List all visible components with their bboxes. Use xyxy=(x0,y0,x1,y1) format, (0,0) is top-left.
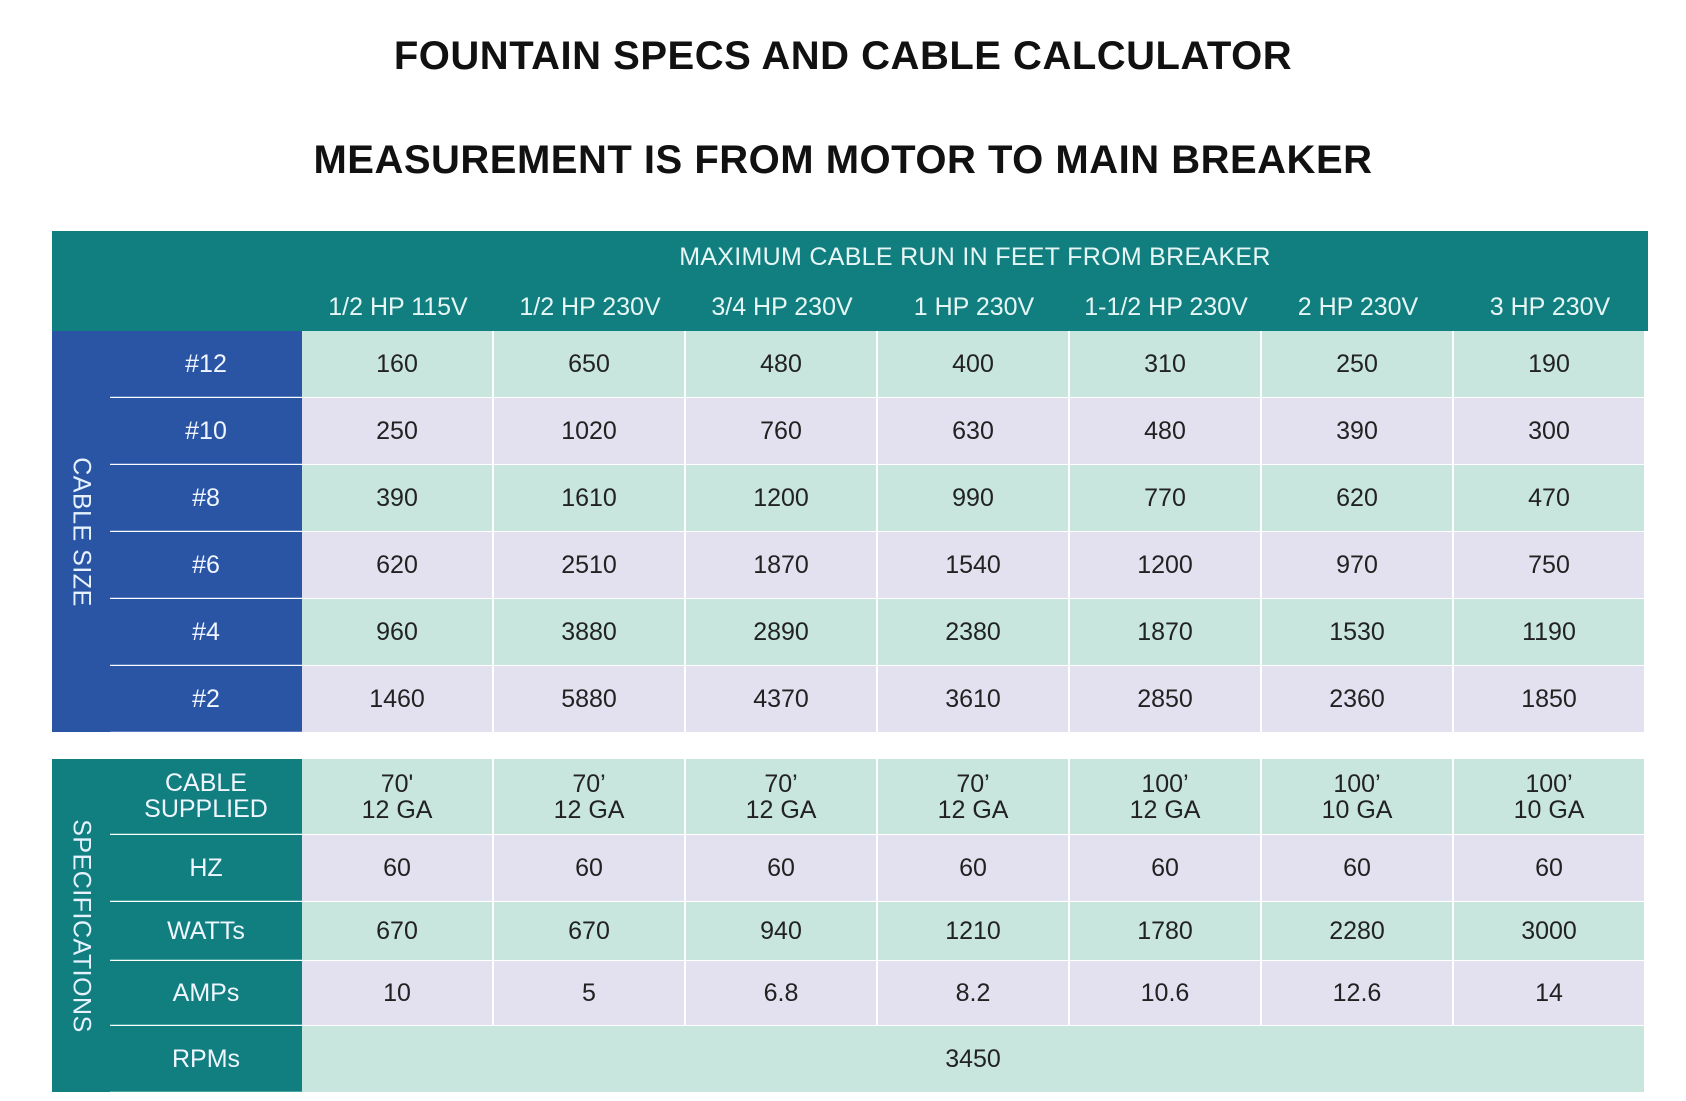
specifications-label: SPECIFICATIONS xyxy=(67,818,96,1033)
table-cell: 620 xyxy=(1262,465,1452,531)
spec-cell-line: 14 xyxy=(1535,979,1563,1007)
cable-run-table xyxy=(52,231,1648,732)
spec-cell xyxy=(1070,759,1260,834)
table-cell: 990 xyxy=(878,465,1068,531)
spec-cell xyxy=(494,902,684,960)
spec-cell xyxy=(494,961,684,1025)
table-cell: 750 xyxy=(1454,532,1644,598)
spec-cell-line: 100’ xyxy=(1141,769,1189,798)
table-cell: 480 xyxy=(1070,398,1260,464)
spec-cell-line: 670 xyxy=(376,917,418,945)
spec-cell xyxy=(302,759,492,834)
spec-cell xyxy=(686,835,876,901)
table-cell: 1540 xyxy=(878,532,1068,598)
spec-row-label-line: AMPs xyxy=(172,978,240,1007)
column-header: 2 HP 230V xyxy=(1297,293,1419,321)
spec-cell-line: 10.6 xyxy=(1140,979,1190,1007)
specifications-band xyxy=(52,759,110,1092)
table-cell: 1200 xyxy=(1070,532,1260,598)
page-title: FOUNTAIN SPECS AND CABLE CALCULATOR xyxy=(393,34,1293,78)
table-cell: 2890 xyxy=(686,599,876,665)
spec-row-label-line: RPMs xyxy=(171,1044,241,1073)
spec-row-label-line: SUPPLIED xyxy=(144,795,268,823)
spec-cell xyxy=(1454,961,1644,1025)
table-cell: 4370 xyxy=(686,666,876,732)
spec-cell xyxy=(1262,961,1452,1025)
spec-cell-line: 60 xyxy=(1151,854,1179,882)
spec-cell xyxy=(302,835,492,901)
spec-cell xyxy=(494,759,684,834)
spec-cell-line: 3000 xyxy=(1521,917,1577,945)
spec-cell-line: 60 xyxy=(1535,854,1563,882)
table-cell: 1460 xyxy=(302,666,492,732)
spec-cell-line: 70’ xyxy=(764,769,798,798)
spec-cell xyxy=(1070,902,1260,960)
spec-cell-line: 10 GA xyxy=(1513,795,1585,824)
table-cell: 390 xyxy=(302,465,492,531)
table-cell: 620 xyxy=(302,532,492,598)
table-cell: 3880 xyxy=(494,599,684,665)
spec-cell xyxy=(878,961,1068,1025)
table-cell: 650 xyxy=(494,331,684,397)
spec-cell-line: 70’ xyxy=(956,769,990,798)
spec-row-label-line: HZ xyxy=(189,853,223,882)
column-header: 3/4 HP 230V xyxy=(711,293,853,321)
table-cell: 480 xyxy=(686,331,876,397)
spec-cell xyxy=(878,902,1068,960)
table-cell: 190 xyxy=(1454,331,1644,397)
spec-cell-line: 60 xyxy=(959,854,987,882)
spec-cell-line: 10 xyxy=(383,979,411,1007)
spec-cell xyxy=(302,961,492,1025)
spec-cell-line: 12 GA xyxy=(745,795,817,824)
spec-row-label xyxy=(110,835,302,901)
spec-cell-line: 60 xyxy=(383,854,411,882)
spec-cell xyxy=(1070,961,1260,1025)
spec-cell xyxy=(1454,835,1644,901)
table-cell: 2510 xyxy=(494,532,684,598)
spec-cell xyxy=(1454,902,1644,960)
spec-cell xyxy=(686,902,876,960)
spec-cell xyxy=(686,759,876,834)
table-cell: 970 xyxy=(1262,532,1452,598)
table-cell: 770 xyxy=(1070,465,1260,531)
spec-cell-line: 12.6 xyxy=(1332,979,1382,1007)
cable-size-label: CABLE SIZE xyxy=(67,456,96,607)
table-cell: 760 xyxy=(686,398,876,464)
spec-cell-line: 100’ xyxy=(1333,769,1381,798)
spec-cell-line: 670 xyxy=(568,917,610,945)
spec-cell xyxy=(878,759,1068,834)
spec-cell-line: 6.8 xyxy=(763,979,799,1007)
spec-cell-line: 12 GA xyxy=(937,795,1009,824)
spec-cell-line: 12 GA xyxy=(553,795,625,824)
table-cell: 250 xyxy=(1262,331,1452,397)
spec-row-label xyxy=(110,902,302,960)
table-cell: 3610 xyxy=(878,666,1068,732)
spec-cell-line: 1210 xyxy=(945,917,1001,945)
column-header: 1 HP 230V xyxy=(913,293,1035,321)
column-header: 1/2 HP 115V xyxy=(328,293,468,321)
table-cell: 470 xyxy=(1454,465,1644,531)
table-cell: 1530 xyxy=(1262,599,1452,665)
cable-size-row-label: #8 xyxy=(110,465,302,531)
table-cell: 1610 xyxy=(494,465,684,531)
page-subtitle: MEASUREMENT IS FROM MOTOR TO MAIN BREAKER xyxy=(313,138,1373,182)
spec-cell xyxy=(1454,759,1644,834)
spec-cell-line: 10 GA xyxy=(1321,795,1393,824)
spec-cell xyxy=(1262,835,1452,901)
table-cell: 310 xyxy=(1070,331,1260,397)
spec-cell xyxy=(494,835,684,901)
spec-cell xyxy=(1262,902,1452,960)
table-cell: 1020 xyxy=(494,398,684,464)
table-cell: 960 xyxy=(302,599,492,665)
table-cell: 1870 xyxy=(686,532,876,598)
spec-cell-line: 8.2 xyxy=(955,979,991,1007)
table-cell: 2360 xyxy=(1262,666,1452,732)
spec-row-label xyxy=(110,759,302,834)
cable-size-row-label: #10 xyxy=(110,398,302,464)
column-header: 1-1/2 HP 230V xyxy=(1084,293,1248,321)
cable-size-row-label: #6 xyxy=(110,532,302,598)
rpm-cell: 3450 xyxy=(302,1026,1644,1092)
cable-size-row-label: #4 xyxy=(110,599,302,665)
table-header xyxy=(52,231,1648,331)
spec-cell xyxy=(1262,759,1452,834)
spec-cell-line: 12 GA xyxy=(361,795,433,824)
table-cell: 160 xyxy=(302,331,492,397)
specifications-table xyxy=(52,759,1648,1092)
spec-row-label xyxy=(110,961,302,1025)
cable-size-row-label: #12 xyxy=(110,331,302,397)
spec-row-label xyxy=(110,1026,302,1092)
table-cell: 630 xyxy=(878,398,1068,464)
super-header: MAXIMUM CABLE RUN IN FEET FROM BREAKER xyxy=(679,243,1271,271)
spec-cell-line: 60 xyxy=(1343,854,1371,882)
table-cell: 2380 xyxy=(878,599,1068,665)
spec-cell-line: 2280 xyxy=(1329,917,1385,945)
spec-cell-line: 12 GA xyxy=(1129,795,1201,824)
table-cell: 5880 xyxy=(494,666,684,732)
spec-cell-line: 60 xyxy=(575,854,603,882)
table-cell: 2850 xyxy=(1070,666,1260,732)
spec-cell-line: 70' xyxy=(380,769,414,798)
spec-row-label-line: CABLE xyxy=(165,769,247,797)
spec-cell xyxy=(686,961,876,1025)
table-cell: 400 xyxy=(878,331,1068,397)
spec-cell-line: 5 xyxy=(582,979,596,1007)
cable-size-band xyxy=(52,331,110,732)
table-cell: 1850 xyxy=(1454,666,1644,732)
spec-cell xyxy=(878,835,1068,901)
table-cell: 1200 xyxy=(686,465,876,531)
table-cell: 300 xyxy=(1454,398,1644,464)
spec-cell-line: 940 xyxy=(760,917,802,945)
spec-cell-line: 70’ xyxy=(572,769,606,798)
table-cell: 1190 xyxy=(1454,599,1644,665)
spec-cell-line: 100’ xyxy=(1525,769,1573,798)
spec-cell xyxy=(1070,835,1260,901)
column-header: 3 HP 230V xyxy=(1489,293,1611,321)
cable-size-row-label: #2 xyxy=(110,666,302,732)
spec-row-label-line: WATTs xyxy=(167,916,245,945)
table-cell: 250 xyxy=(302,398,492,464)
spec-cell xyxy=(302,902,492,960)
column-header: 1/2 HP 230V xyxy=(519,293,661,321)
spec-cell-line: 60 xyxy=(767,854,795,882)
table-cell: 1870 xyxy=(1070,599,1260,665)
spec-cell-line: 1780 xyxy=(1137,917,1193,945)
table-cell: 390 xyxy=(1262,398,1452,464)
